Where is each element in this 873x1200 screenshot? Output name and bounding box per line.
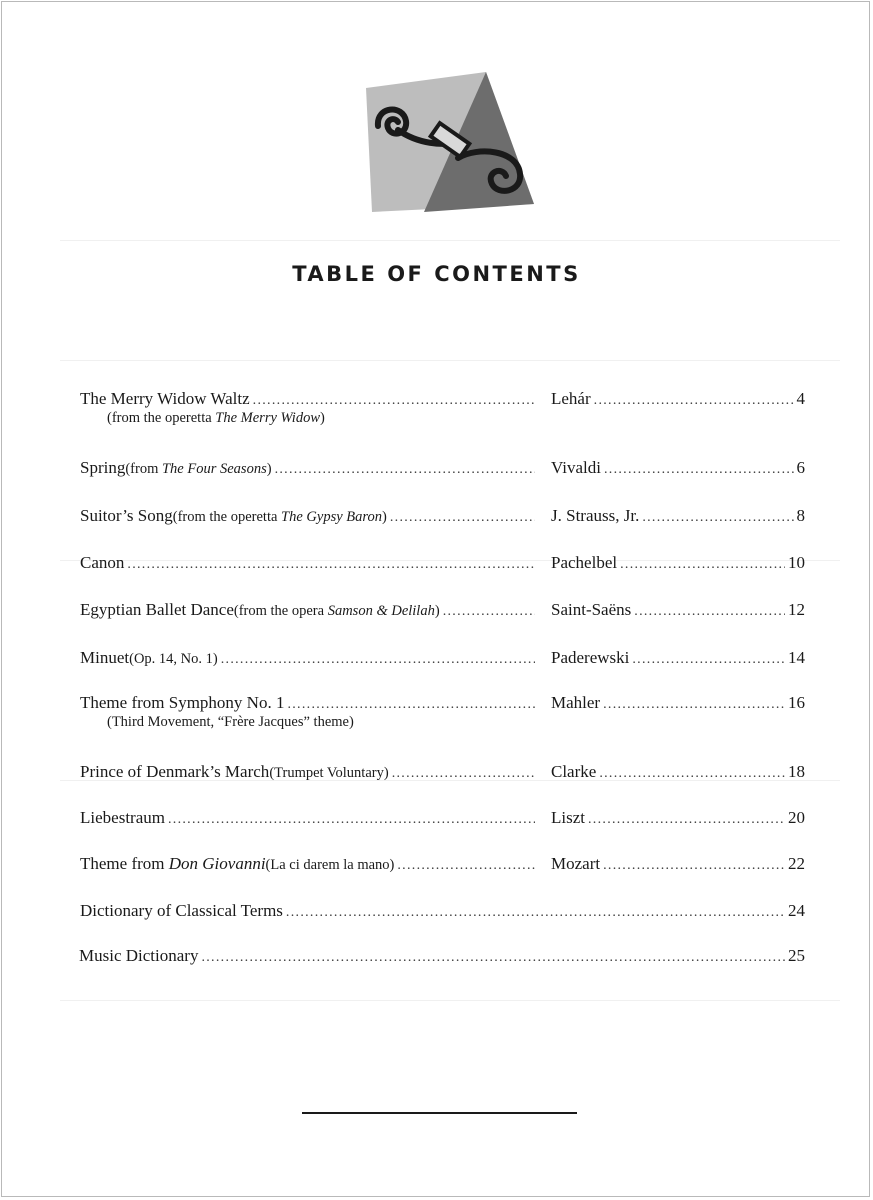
toc-entry-title: Music Dictionary — [79, 946, 199, 965]
dot-leader — [594, 390, 794, 412]
toc-entry-title: Liebestraum — [80, 808, 165, 827]
dot-leader — [253, 390, 535, 412]
toc-entry-title: Minuet — [80, 648, 130, 667]
toc-entry-page: 10 — [788, 553, 805, 572]
toc-entry-page: 14 — [788, 648, 805, 667]
dot-leader — [632, 649, 785, 671]
dot-leader — [588, 809, 785, 831]
toc-entry-composer-cell — [551, 807, 805, 831]
toc-entry-composer: Vivaldi — [551, 458, 601, 477]
toc-entry-composer-cell — [551, 505, 805, 529]
toc-entry-title-cell — [80, 647, 538, 671]
toc-entry-full-cell — [80, 900, 805, 924]
toc-entry-composer: Mahler — [551, 693, 601, 712]
toc-entry-title: Dictionary of Classical Terms — [80, 901, 283, 920]
toc-entry-composer-cell — [551, 761, 805, 785]
toc-entry-note: (La ci darem la mano) — [265, 857, 395, 873]
dot-leader — [443, 601, 535, 623]
toc-entry-note: (from The Four Seasons) — [125, 461, 272, 477]
toc-entry-note: (Op. 14, No. 1) — [129, 651, 218, 667]
toc-entry — [0, 853, 873, 883]
toc-entry-composer-cell — [551, 647, 805, 671]
toc-entry-composer: Pachelbel — [551, 553, 618, 572]
toc-entry-page: 4 — [796, 389, 805, 408]
bottom-rule — [302, 1112, 577, 1114]
toc-entry — [0, 945, 873, 975]
toc-entry-title: Spring — [80, 458, 126, 477]
toc-entry-subtitle: (Third Movement, “Frère Jacques” theme) — [107, 714, 354, 730]
toc-entry-title-cell — [80, 599, 538, 623]
toc-entry-page: 22 — [788, 854, 805, 873]
toc-entry-title: The Merry Widow Waltz — [80, 389, 250, 408]
toc-entry-composer-cell — [551, 692, 805, 716]
toc-entry-title: Egyptian Ballet Dance — [80, 600, 234, 619]
toc-entry-title-cell — [80, 761, 538, 785]
toc-entry-composer-cell — [551, 388, 805, 412]
toc-entry — [0, 457, 873, 487]
toc-entry-composer: Clarke — [551, 762, 597, 781]
toc-entry-note: (from the operetta The Gypsy Baron) — [172, 509, 387, 525]
toc-entry-title: Suitor’s Song — [80, 506, 173, 525]
dot-leader — [287, 694, 535, 716]
toc-entry-title-cell — [80, 807, 538, 831]
toc-entry — [0, 599, 873, 629]
dot-leader — [634, 601, 785, 623]
dot-leader — [221, 649, 535, 671]
toc-entry-title-cell — [80, 388, 538, 412]
dot-leader — [286, 902, 785, 924]
toc-entry-composer: Liszt — [551, 808, 585, 827]
toc-entry-composer-cell — [551, 457, 805, 481]
dot-leader — [603, 855, 785, 877]
toc-entry-title: Theme from Symphony No. 1 — [80, 693, 285, 712]
toc-entry — [0, 692, 873, 730]
dot-leader — [603, 694, 785, 716]
toc-entry-composer: Paderewski — [551, 648, 630, 667]
toc-entry-composer: Lehár — [551, 389, 591, 408]
toc-entry-title-cell — [80, 692, 538, 716]
toc-entry-composer-cell — [551, 853, 805, 877]
dot-leader — [275, 459, 535, 481]
page-title: TABLE OF CONTENTS — [292, 262, 581, 286]
dot-leader — [168, 809, 535, 831]
toc-entry-page: 12 — [788, 600, 805, 619]
toc-entry — [0, 505, 873, 535]
dot-leader — [397, 855, 535, 877]
dot-leader — [620, 554, 785, 576]
dot-leader — [392, 763, 535, 785]
toc-entry-page: 25 — [788, 946, 805, 965]
toc-entry-title-cell — [80, 853, 538, 877]
toc-entry-page: 16 — [788, 693, 805, 712]
toc-entry-page: 20 — [788, 808, 805, 827]
toc-entry-note: (Trumpet Voluntary) — [269, 765, 389, 781]
toc-entry-composer-cell — [551, 599, 805, 623]
toc-entry-title-cell — [80, 552, 538, 576]
toc-entry-title-cell — [80, 457, 538, 481]
toc-entry-title: Canon — [80, 553, 125, 572]
toc-entry-composer: Saint-Saëns — [551, 600, 632, 619]
toc-entry-page: 18 — [788, 762, 805, 781]
toc-entry-page: 6 — [796, 458, 805, 477]
toc-entry-composer: Mozart — [551, 854, 601, 873]
dot-leader — [390, 507, 535, 529]
toc-entry — [0, 807, 873, 837]
toc-entry — [0, 552, 873, 582]
toc-entry-title: Prince of Denmark’s March — [80, 762, 270, 781]
toc-entry-composer: J. Strauss, Jr. — [551, 506, 640, 525]
toc-entry — [0, 761, 873, 791]
toc-entry — [0, 647, 873, 677]
toc-entry-note: (from the opera Samson & Delilah) — [233, 603, 440, 619]
toc-entry — [0, 388, 873, 426]
dot-leader — [599, 763, 785, 785]
toc-entry — [0, 900, 873, 930]
toc-entry-subtitle: (from the operetta The Merry Widow) — [107, 410, 325, 426]
toc-entry-page: 24 — [788, 901, 805, 920]
toc-entry-title-cell — [80, 505, 538, 529]
dot-leader — [642, 507, 793, 529]
toc-entry-composer-cell — [551, 552, 805, 576]
dot-leader — [604, 459, 794, 481]
dot-leader — [127, 554, 535, 576]
toc-entry-full-cell — [79, 945, 805, 969]
toc-entry-page: 8 — [796, 506, 805, 525]
toc-entry-title: Theme from Don Giovanni — [80, 854, 266, 873]
dot-leader — [201, 947, 785, 969]
